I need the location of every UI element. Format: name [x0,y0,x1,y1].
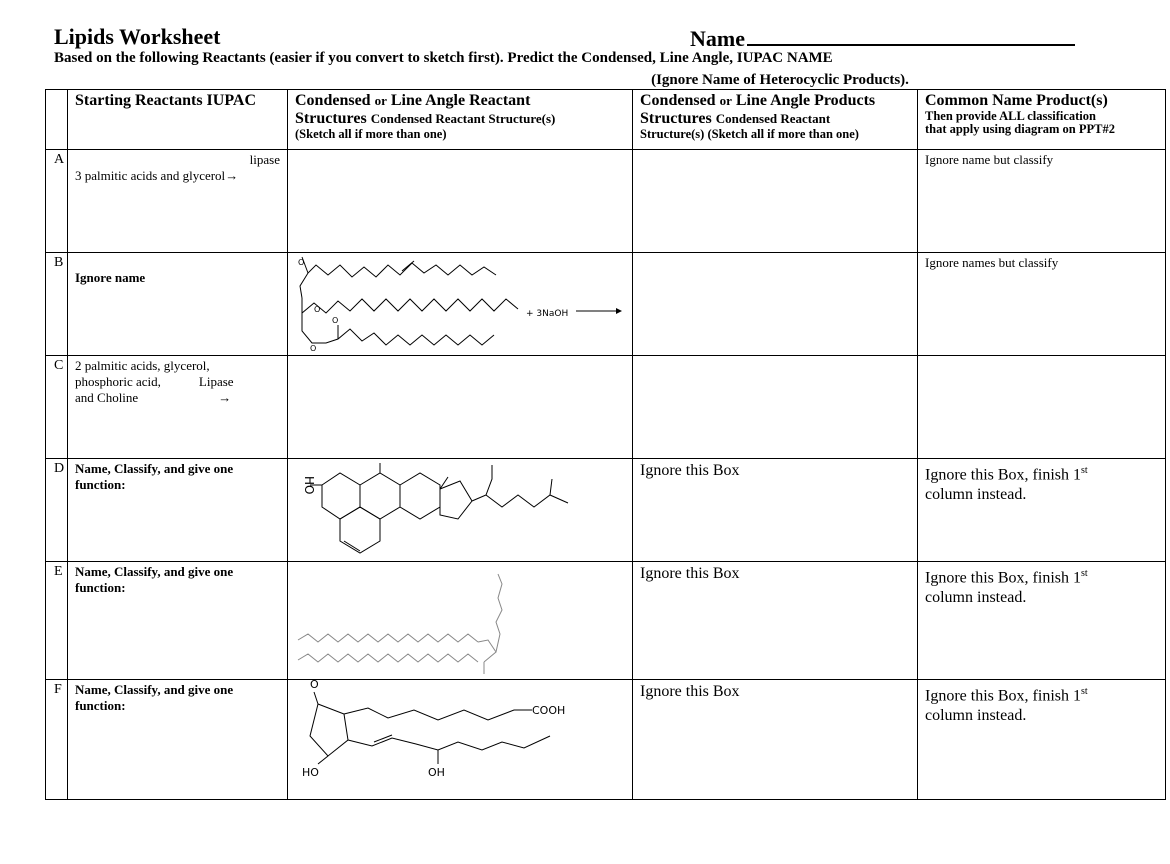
triglyceride-structure [288,253,633,356]
ketone-oxygen: O [310,680,319,691]
oxygen-label: O [314,305,321,314]
oxygen-label: O [298,258,305,267]
row-label: E [46,562,68,680]
header-col3: Condensed or Line Angle Products Structures Condensed Reactant Structure(s) (Sketch all if more than one) [633,90,918,150]
reactant-structure-cell[interactable] [288,562,633,680]
naoh-reagent: + 3NaOH [526,309,569,319]
hydroxyl-label: OH [428,766,445,779]
reactants-cell[interactable]: Name, Classify, and give one function: [68,680,288,800]
reactant-structure-cell[interactable] [288,150,633,253]
header-col4: Common Name Product(s) Then provide ALL classification that apply using diagram on PPT#2 [918,90,1166,150]
carboxyl-label: COOH [532,704,566,717]
classification-cell[interactable]: Ignore name but classify [918,150,1166,253]
reactants-cell[interactable]: Name, Classify, and give one function: [68,562,288,680]
instructions-sub: (Ignore Name of Heterocyclic Products). [651,72,909,88]
header-col1: Starting Reactants IUPAC [68,90,288,150]
instructions: Based on the following Reactants (easier if you convert to sketch first). Predict the Condensed, Line Angle, IUPAC NAME [54,50,833,66]
oxygen-label: O [310,344,317,353]
worksheet-table [45,89,1166,800]
product-structure-cell[interactable]: Ignore this Box [633,459,918,562]
reactant-structure-cell[interactable] [288,680,633,800]
product-structure-cell[interactable] [633,253,918,356]
product-structure-cell[interactable]: Ignore this Box [633,680,918,800]
classification-cell[interactable] [918,356,1166,459]
classification-cell[interactable]: Ignore this Box, finish 1st column instead. [918,680,1166,800]
table-row [46,562,1166,680]
reactant-structure-cell[interactable] [288,253,633,356]
row-label: D [46,459,68,562]
table-row [46,356,1166,459]
reactants-cell[interactable]: Name, Classify, and give one function: [68,459,288,562]
row-label: A [46,150,68,253]
reactants-cell[interactable]: 2 palmitic acids, glycerol, phosphoric acid, Lipase and Choline → [68,356,288,459]
row-label: B [46,253,68,356]
header-col2: Condensed or Line Angle Reactant Structures Condensed Reactant Structure(s) (Sketch all if more than one) [288,90,633,150]
product-structure-cell[interactable]: Ignore this Box [633,562,918,680]
table-row [46,150,1166,253]
worksheet-title: Lipids Worksheet [54,24,221,49]
reactants-cell[interactable]: lipase 3 palmitic acids and glycerol→ [68,150,288,253]
classification-cell[interactable]: Ignore names but classify [918,253,1166,356]
classification-cell[interactable]: Ignore this Box, finish 1st column instead. [918,562,1166,680]
prostaglandin-structure [288,680,633,800]
table-row [46,253,1166,356]
product-structure-cell[interactable] [633,356,918,459]
table-row [46,680,1166,800]
table-row [46,459,1166,562]
product-structure-cell[interactable] [633,150,918,253]
sphingomyelin-structure [288,562,633,680]
hydroxyl-label: HO [302,476,316,495]
reactant-structure-cell[interactable] [288,356,633,459]
name-field[interactable]: Name [690,24,1075,52]
header-row [46,90,1166,150]
cholesterol-structure [288,459,633,562]
oxygen-label: O [332,316,339,325]
reactant-structure-cell[interactable] [288,459,633,562]
name-line [747,24,1075,46]
hydroxyl-label: HO [302,766,319,779]
reactants-cell[interactable]: Ignore name [68,253,288,356]
classification-cell[interactable]: Ignore this Box, finish 1st column instead. [918,459,1166,562]
row-label: C [46,356,68,459]
row-label: F [46,680,68,800]
